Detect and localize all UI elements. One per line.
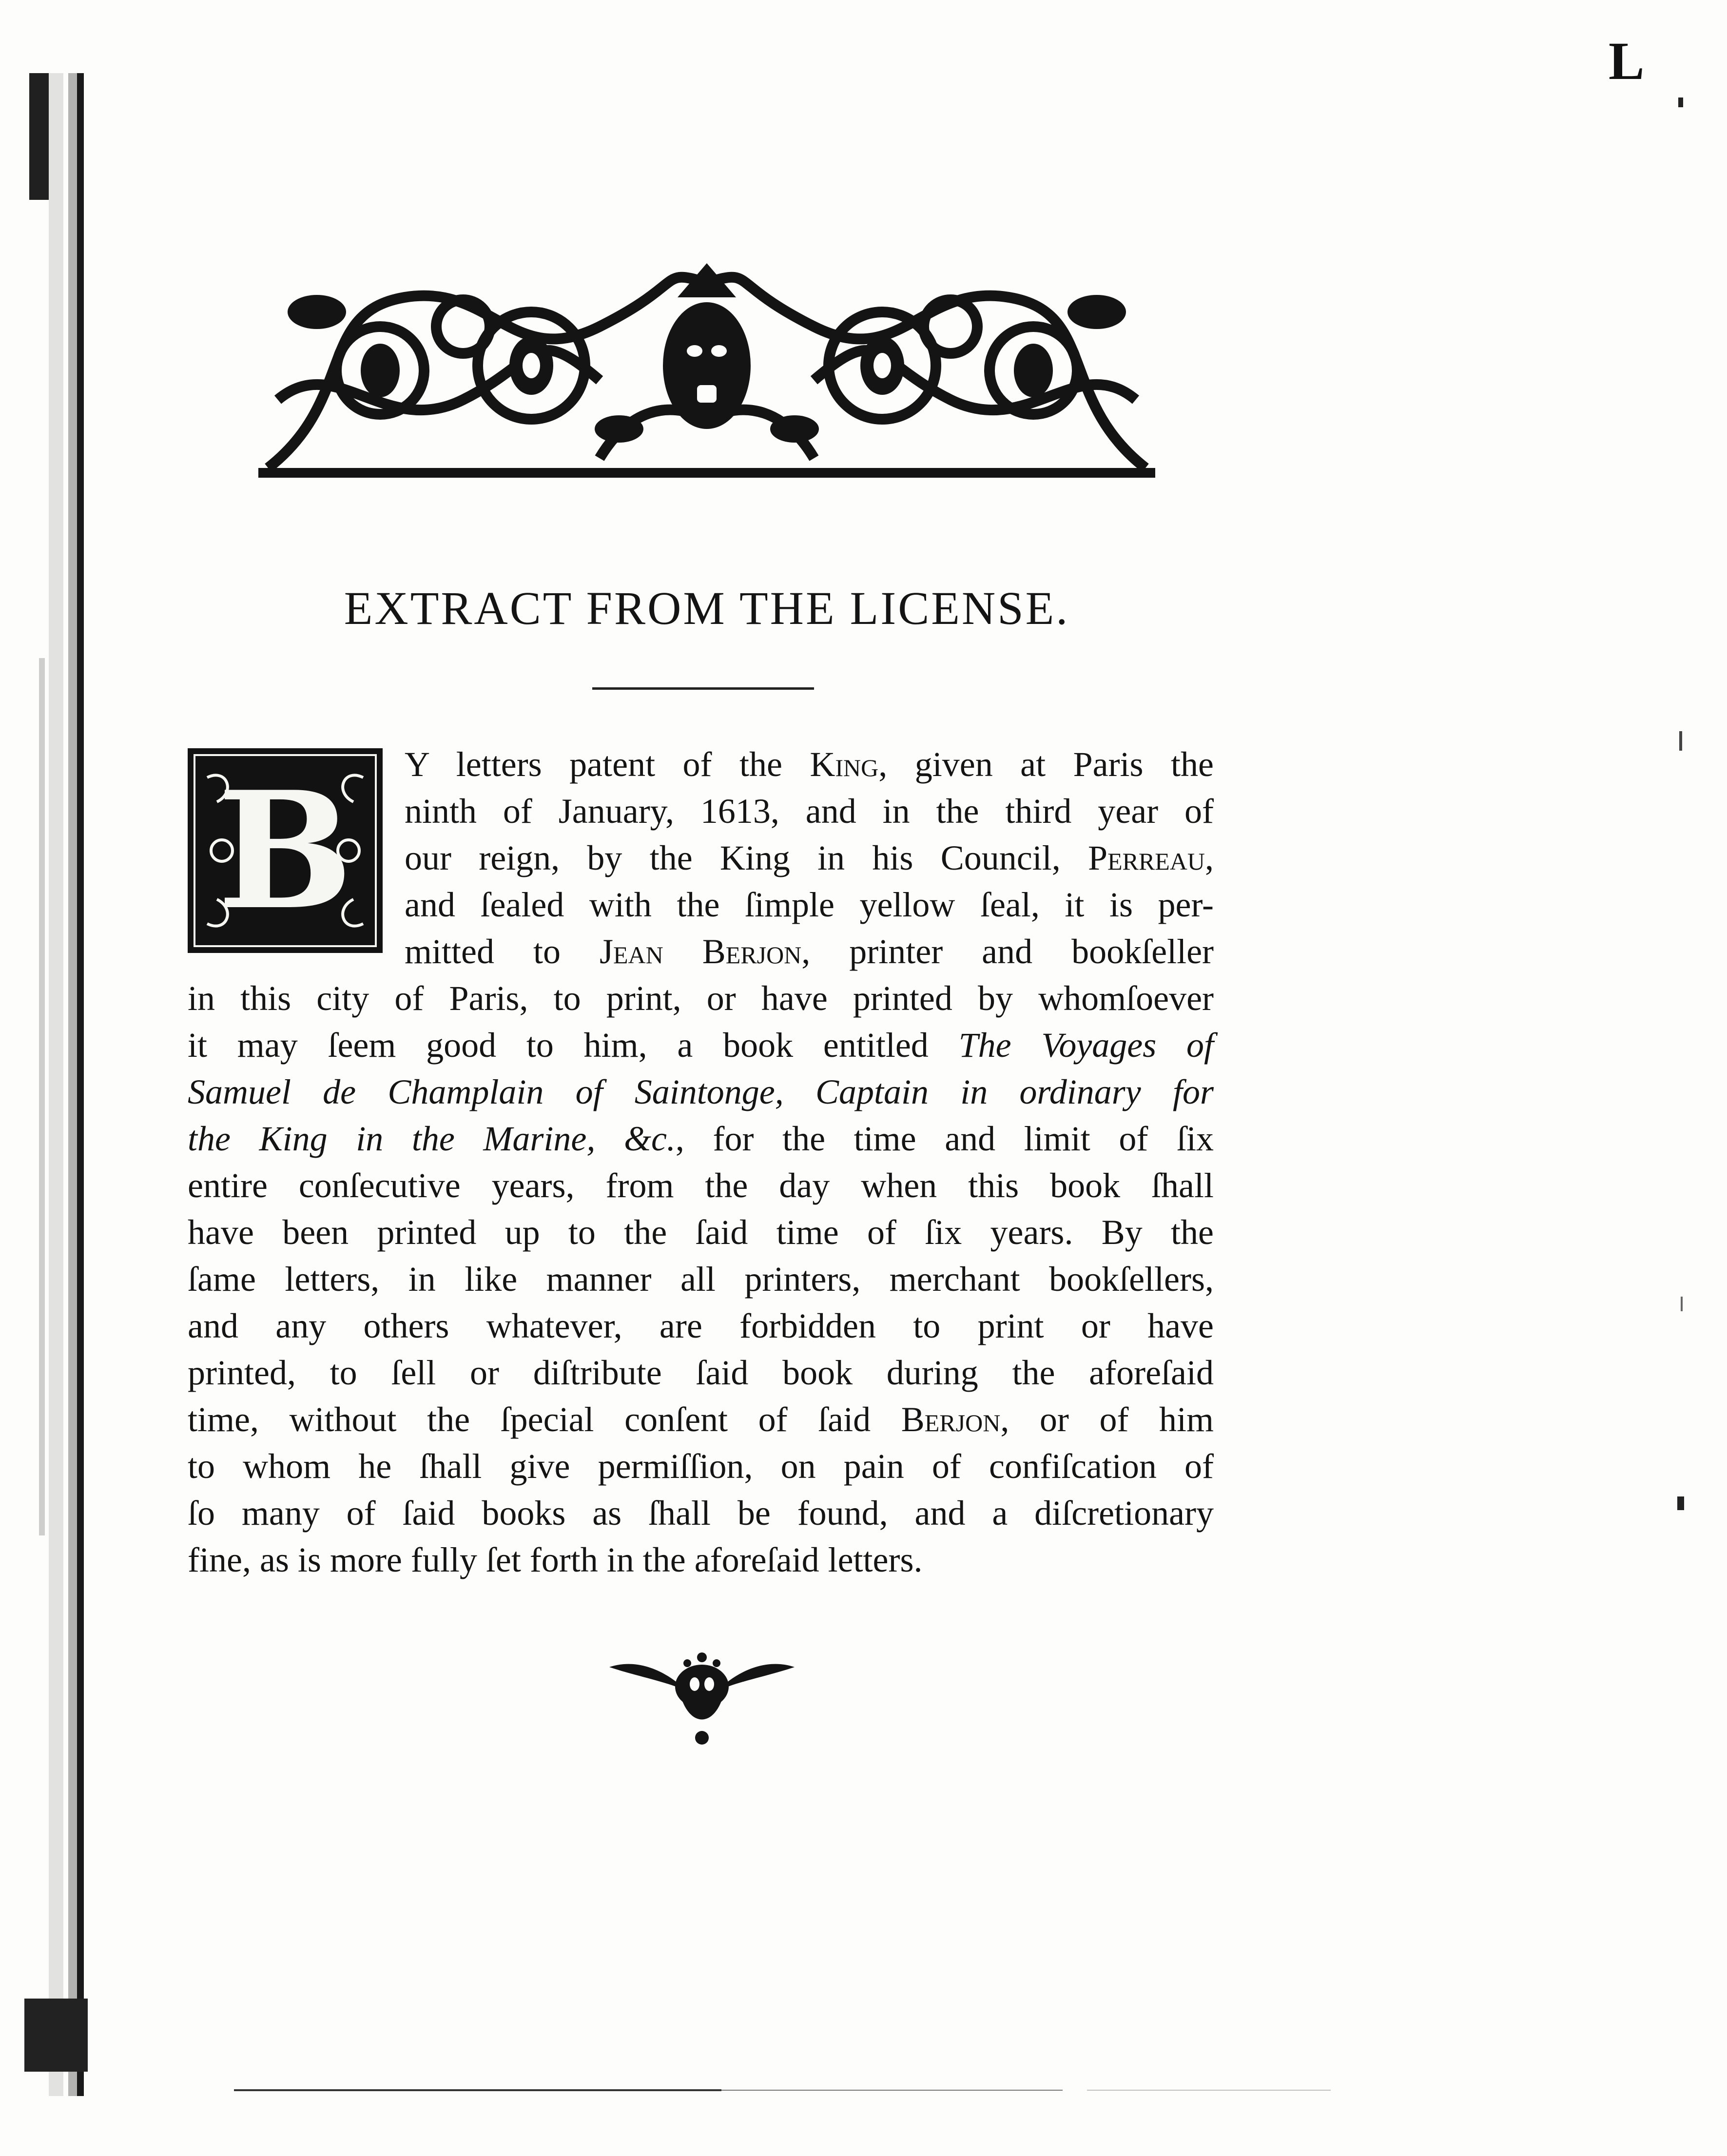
text-run: it may ſeem good to him, a book entitled bbox=[188, 1026, 959, 1065]
text-line bbox=[188, 1162, 1214, 1209]
text-run: King bbox=[810, 745, 879, 784]
ornamental-headpiece-icon bbox=[258, 253, 1155, 478]
license-text bbox=[188, 741, 1214, 1583]
text-run: , or of him bbox=[1000, 1400, 1214, 1439]
text-line bbox=[188, 1302, 1214, 1349]
floral-tailpiece-icon bbox=[604, 1648, 799, 1745]
text-line bbox=[405, 741, 1214, 788]
text-line bbox=[188, 1068, 1214, 1115]
text-run: Y letters patent of the bbox=[405, 745, 810, 784]
text-run: The Voyages of bbox=[958, 1026, 1214, 1065]
text-run: ninth of January, 1613, and in the third year of bbox=[405, 792, 1214, 831]
initial-letter: B bbox=[217, 756, 353, 945]
title-divider bbox=[592, 687, 814, 690]
text-run: , given at Paris the bbox=[878, 745, 1214, 784]
text-line bbox=[188, 1115, 1214, 1162]
text-run: Berjon bbox=[901, 1400, 1001, 1439]
text-line bbox=[188, 1536, 1214, 1583]
text-line bbox=[188, 1396, 1214, 1443]
text-run: Jean Berjon bbox=[599, 932, 802, 971]
text-run: ſo many of ſaid books as ſhall be found, and a diſcretionary bbox=[188, 1494, 1214, 1533]
text-run: Samuel de Champlain of Saintonge, Captain in ordinary for bbox=[188, 1072, 1214, 1111]
text-run: and any others whatever, are forbidden to print or have bbox=[188, 1306, 1214, 1345]
text-run: our reign, by the King in his Council, bbox=[405, 838, 1088, 877]
bottom-border-rule bbox=[234, 2085, 1550, 2100]
text-run: printed, to ſell or diſtribute ſaid book during the aforeſaid bbox=[188, 1353, 1214, 1392]
text-line bbox=[188, 1256, 1214, 1302]
text-line bbox=[405, 928, 1214, 975]
text-run: mitted to bbox=[405, 932, 600, 971]
text-run: Perreau bbox=[1087, 838, 1205, 877]
text-run: , for the time and limit of ſix bbox=[675, 1119, 1214, 1158]
text-run: ſame letters, in like manner all printers, merchant bookſellers, bbox=[188, 1260, 1214, 1299]
text-run: , printer and bookſeller bbox=[801, 932, 1214, 971]
text-run: , bbox=[1205, 838, 1214, 877]
text-run: and ſealed with the ſimple yellow ſeal, it is per- bbox=[405, 885, 1214, 924]
text-run: have been printed up to the ſaid time of ſix years. By the bbox=[188, 1213, 1214, 1252]
text-line bbox=[405, 788, 1214, 835]
page-mark: L bbox=[1609, 31, 1645, 91]
text-run: in this city of Paris, to print, or have printed by whomſoever bbox=[188, 979, 1214, 1018]
page-title: EXTRACT FROM THE LICENSE. bbox=[344, 582, 1070, 634]
text-line bbox=[188, 1022, 1214, 1068]
scan-speckle bbox=[1669, 97, 1727, 1852]
text-line bbox=[188, 975, 1214, 1022]
text-line bbox=[405, 835, 1214, 881]
text-run: fine, as is more fully ſet forth in the aforeſaid letters. bbox=[188, 1540, 923, 1579]
text-line bbox=[188, 1209, 1214, 1256]
binding-edge-shadow bbox=[19, 73, 93, 2096]
text-line bbox=[188, 1443, 1214, 1490]
text-line bbox=[188, 1490, 1214, 1536]
text-line bbox=[188, 1349, 1214, 1396]
text-run: to whom he ſhall give permiſſion, on pain of confiſcation of bbox=[188, 1447, 1214, 1486]
text-run: entire conſecutive years, from the day when this book ſhall bbox=[188, 1166, 1214, 1205]
text-run: the King in the Marine, &c. bbox=[188, 1119, 676, 1158]
text-run: time, without the ſpecial conſent of ſaid bbox=[188, 1400, 901, 1439]
text-line bbox=[405, 881, 1214, 928]
